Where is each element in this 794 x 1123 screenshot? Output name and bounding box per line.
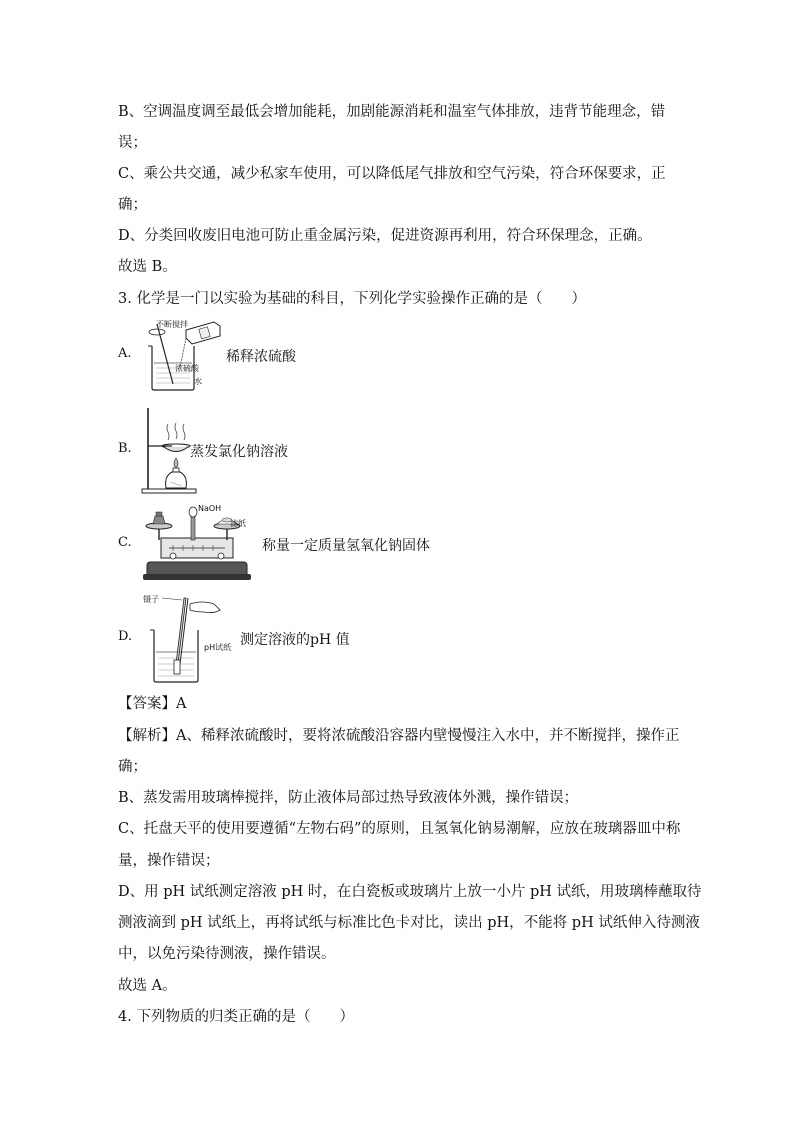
analysis-line-c-cont: 确； [118,197,147,213]
answer-line: 【答案】A [118,696,187,712]
option-b-letter: B. [118,441,132,456]
analysis-c-cont: 量，操作错误； [118,853,220,869]
analysis-a: 【解析】A、稀释浓硫酸时，要将浓硫酸沿容器内壁慢慢注入水中，并不断搅拌，操作正 [118,728,680,744]
option-a-caption: 稀释浓硫酸 [226,349,296,365]
option-c-caption: 称量一定质量氢氧化钠固体 [262,538,430,554]
analysis-line-c: C、乘公共交通，减少私家车使用，可以降低尾气排放和空气污染，符合环保要求，正 [118,166,666,182]
analysis-line-b-cont: 误； [118,135,147,151]
label-filter-paper: 滤纸 [230,519,246,528]
question-4-stem: 4. 下列物质的归类正确的是（ ） [118,1009,354,1025]
option-c-letter: C. [118,535,132,550]
option-a-letter: A. [118,346,132,361]
choose-line-q3: 故选 A。 [118,978,177,994]
label-water: 水 [194,377,202,386]
analysis-line-d: D、分类回收废旧电池可防止重金属污染，促进资源再利用，符合环保理念，正确。 [118,228,652,244]
label-conc-acid: 浓硫酸 [175,364,199,373]
label-stir: 不断搅拌 [156,320,188,329]
dilute-acid-figure [140,318,240,392]
analysis-d-cont: 测液滴到 pH 试纸上，再将试纸与标准比色卡对比，读出 pH，不能将 pH 试纸伸入待测液 [118,915,700,931]
balance-figure [143,504,253,584]
option-d-letter: D. [118,629,133,644]
label-ph-paper: pH试纸 [204,643,232,652]
option-b-caption: 蒸发氯化钠溶液 [190,444,288,460]
analysis-d: D、用 pH 试纸测定溶液 pH 时，在白瓷板或玻璃片上放一小片 pH 试纸，用玻璃棒蘸取待 [118,884,702,900]
evaporation-figure [138,406,198,494]
analysis-d-cont2: 中，以免污染待测液，操作错误。 [118,946,336,962]
question-3-stem: 3. 化学是一门以实验为基础的科目，下列化学实验操作正确的是（ ） [118,291,586,307]
label-tweezers: 镊子 [143,595,159,604]
analysis-c: C、托盘天平的使用要遵循“左物右码”的原则，且氢氧化钠易潮解，应放在玻璃器皿中称 [118,821,681,837]
label-naoh: NaOH [198,504,222,513]
analysis-b: B、蒸发需用玻璃棒搅拌，防止液体局部过热导致液体外溅，操作错误； [118,790,579,806]
choose-line: 故选 B。 [118,259,177,275]
analysis-a-cont: 确； [118,759,147,775]
option-d-caption: 测定溶液的pH 值 [240,632,350,648]
analysis-line-b: B、空调温度调至最低会增加能耗，加剧能源消耗和温室气体排放，违背节能理念，错 [118,104,666,120]
